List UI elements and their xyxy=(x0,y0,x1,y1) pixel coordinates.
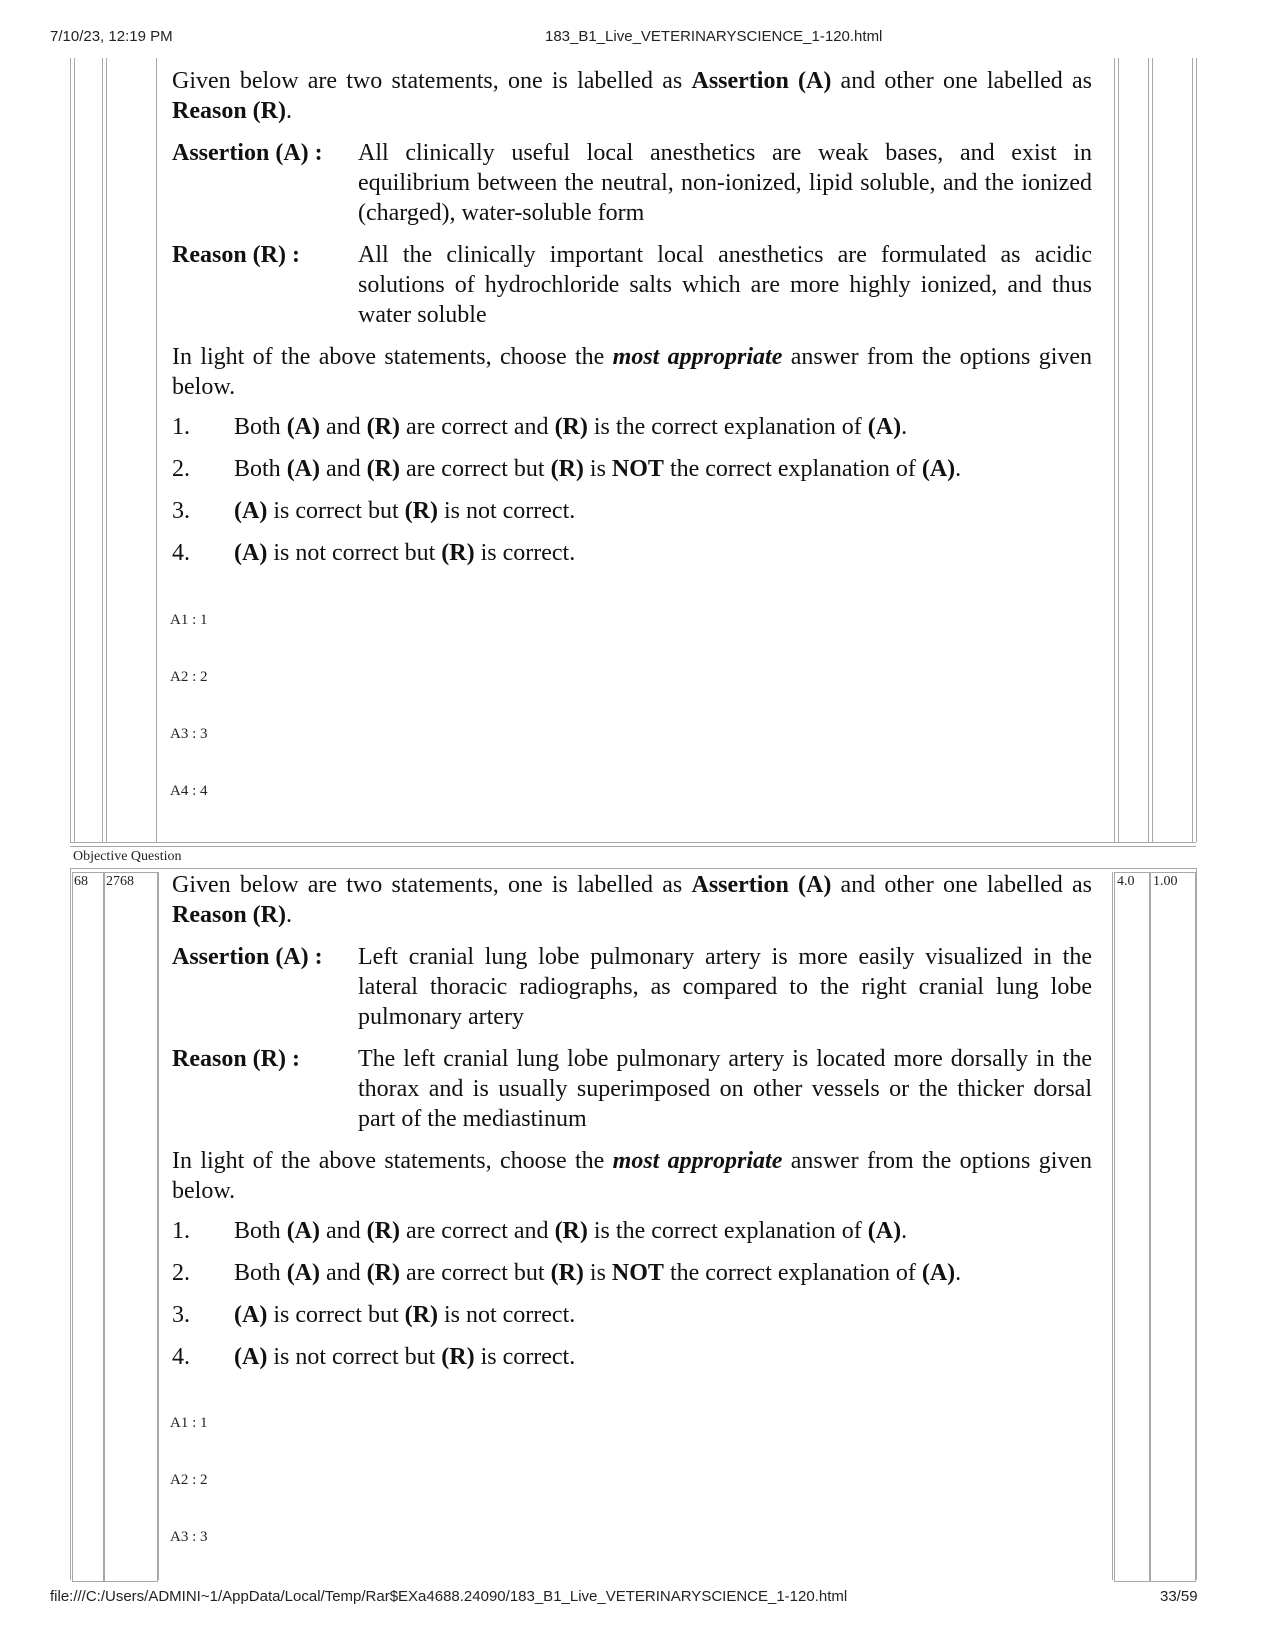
answer-option: A1 : 1 xyxy=(170,1415,208,1431)
answer-option: A2 : 2 xyxy=(170,669,208,685)
question-marks: 4.0 xyxy=(1117,874,1135,889)
grid-line xyxy=(1148,58,1149,842)
question-body xyxy=(172,870,1092,1384)
option-text: Both (A) and (R) are correct and (R) is the correct explanation of (A). xyxy=(234,1218,908,1244)
qid-cell xyxy=(104,872,158,1582)
grid-line xyxy=(1152,58,1153,842)
grid-line xyxy=(1196,58,1197,842)
option-number: 4. xyxy=(172,1344,190,1370)
grid-line xyxy=(1192,58,1193,842)
answer-option: A4 : 4 xyxy=(170,783,208,799)
question-intro: Given below are two statements, one is labelled as Assertion (A) and other one labelled as Reason (R). xyxy=(172,68,1092,124)
option-text: Both (A) and (R) are correct but (R) is NOT the correct explanation of (A). xyxy=(234,456,962,482)
option-text: (A) is not correct but (R) is correct. xyxy=(234,1344,576,1370)
grid-line xyxy=(70,846,1196,847)
option-item xyxy=(172,538,1092,580)
page-number: 33/59 xyxy=(1160,1588,1198,1605)
negative-cell xyxy=(1150,872,1196,1582)
reason-text: The left cranial lung lobe pulmonary artery is located more dorsally in the thorax and is usually superimposed on other vessels or the thicker dorsal part of the mediastinum xyxy=(358,1046,1092,1132)
grid-line xyxy=(1114,58,1115,842)
option-item xyxy=(172,496,1092,538)
option-text: Both (A) and (R) are correct but (R) is NOT the correct explanation of (A). xyxy=(234,1260,962,1286)
print-doc-title: 183_B1_Live_VETERINARYSCIENCE_1-120.html xyxy=(545,28,883,45)
question-id: 2768 xyxy=(106,874,134,889)
grid-line xyxy=(1196,868,1197,1580)
instruction-text: In light of the above statements, choose the most appropriate answer from the options given below. xyxy=(172,344,1093,400)
grid-line xyxy=(1118,58,1119,842)
option-number: 4. xyxy=(172,540,190,566)
print-datetime: 7/10/23, 12:19 PM xyxy=(50,28,173,45)
option-number: 3. xyxy=(172,1302,190,1328)
grid-line xyxy=(70,58,71,842)
option-item xyxy=(172,1216,1092,1258)
file-path: file:///C:/Users/ADMINI~1/AppData/Local/Temp/Rar$EXa4688.24090/183_B1_Live_VETERINARYSCIENCE_1-120.html xyxy=(50,1588,848,1605)
grid-line xyxy=(156,58,157,842)
option-item xyxy=(172,1300,1092,1342)
options-list xyxy=(172,1216,1092,1384)
grid-line xyxy=(1112,872,1113,1580)
serial-cell xyxy=(72,872,104,1582)
grid-line xyxy=(102,58,103,842)
answer-option: A1 : 1 xyxy=(170,612,208,628)
question-intro: Given below are two statements, one is labelled as Assertion (A) and other one labelled as Reason (R). xyxy=(172,872,1092,928)
question-body xyxy=(172,66,1092,580)
option-number: 2. xyxy=(172,1260,190,1286)
negative-marks: 1.00 xyxy=(1153,874,1178,889)
option-item xyxy=(172,1342,1092,1384)
assertion-label: Assertion (A) : xyxy=(172,140,323,166)
reason-row xyxy=(172,1044,1092,1134)
instruction-text: In light of the above statements, choose the most appropriate answer from the options given below. xyxy=(172,1148,1093,1204)
option-item xyxy=(172,454,1092,496)
grid-line xyxy=(70,868,71,1580)
option-text: (A) is correct but (R) is not correct. xyxy=(234,498,576,524)
reason-label: Reason (R) : xyxy=(172,242,300,268)
option-number: 1. xyxy=(172,1218,190,1244)
answer-option: A2 : 2 xyxy=(170,1472,208,1488)
reason-text: All the clinically important local anesthetics are formulated as acidic solutions of hydrochloride salts which are more highly ionized, and thus water soluble xyxy=(358,242,1092,328)
question-serial: 68 xyxy=(74,874,88,889)
assertion-label: Assertion (A) : xyxy=(172,944,323,970)
option-text: Both (A) and (R) are correct and (R) is the correct explanation of (A). xyxy=(234,414,908,440)
option-number: 3. xyxy=(172,498,190,524)
option-number: 1. xyxy=(172,414,190,440)
assertion-text: All clinically useful local anesthetics are weak bases, and exist in equilibrium between the neutral, non-ionized, lipid soluble, and the ionized (charged), water-soluble form xyxy=(358,140,1092,226)
grid-line xyxy=(74,58,75,842)
options-list xyxy=(172,412,1092,580)
marks-cell xyxy=(1114,872,1150,1582)
section-label: Objective Question xyxy=(73,849,182,864)
grid-line xyxy=(106,58,107,842)
option-text: (A) is not correct but (R) is correct. xyxy=(234,540,576,566)
option-number: 2. xyxy=(172,456,190,482)
assertion-row xyxy=(172,942,1092,1032)
grid-line xyxy=(158,872,159,1580)
assertion-text: Left cranial lung lobe pulmonary artery is more easily visualized in the lateral thoracic radiographs, as compared to the right cranial lung lobe pulmonary artery xyxy=(358,944,1092,1030)
grid-line xyxy=(70,868,1196,869)
option-text: (A) is correct but (R) is not correct. xyxy=(234,1302,576,1328)
grid-line xyxy=(70,842,1196,843)
reason-label: Reason (R) : xyxy=(172,1046,300,1072)
answer-option: A3 : 3 xyxy=(170,726,208,742)
reason-row xyxy=(172,240,1092,330)
option-item xyxy=(172,412,1092,454)
answer-option: A3 : 3 xyxy=(170,1529,208,1545)
assertion-row xyxy=(172,138,1092,228)
option-item xyxy=(172,1258,1092,1300)
